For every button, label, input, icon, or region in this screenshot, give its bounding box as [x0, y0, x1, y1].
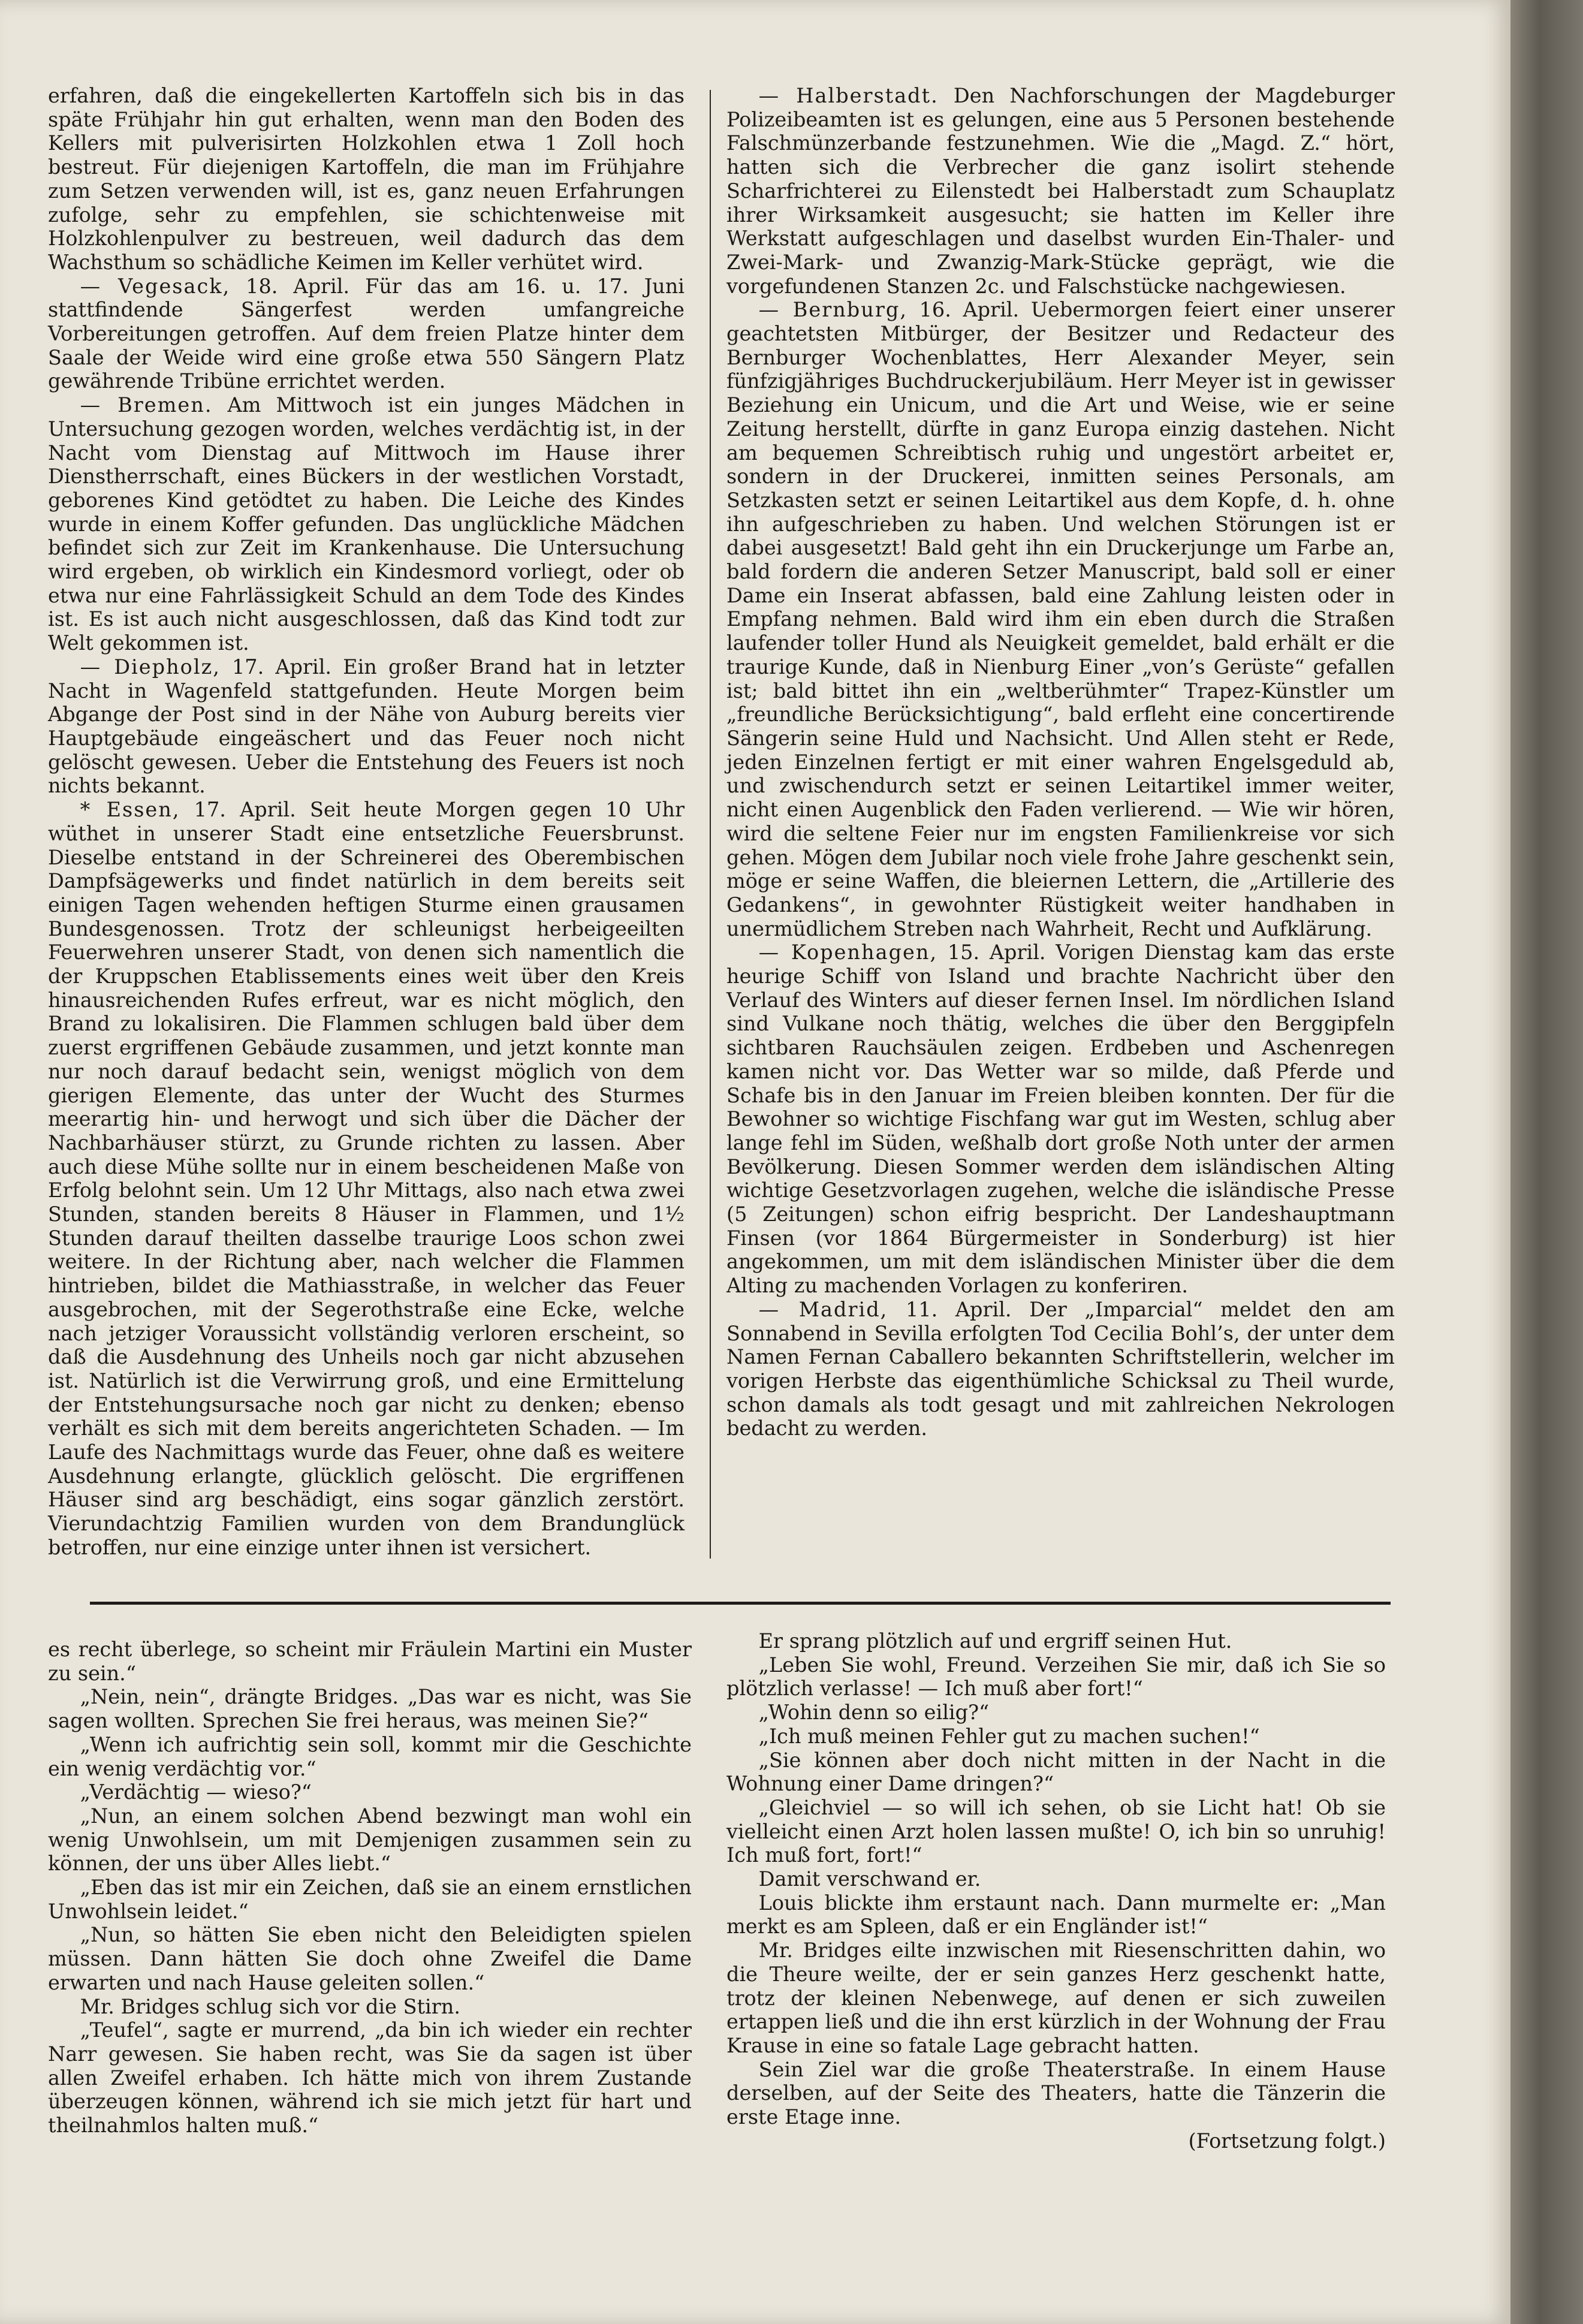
serial-column-right — [726, 1629, 1386, 2153]
feuilleton-divider — [90, 1602, 1391, 1605]
news-dateline: — Vegesack, — [80, 274, 231, 298]
serial-paragraph: „Sie können aber doch nicht mitten in der Nacht in die Wohnung einer Dame dringen?“ — [726, 1748, 1386, 1796]
news-dateline: * Essen, — [80, 798, 180, 822]
news-text: 18. April. Für das am 16. u. 17. Juni stattfindende Sängerfest werden umfangreiche Vorbereitungen getroffen. Auf dem freien Platze hinter dem Saale der Weide wird eine große etwa 550 Sängern Platz gewährende Tribüne errichtet werden. — [48, 274, 685, 393]
serial-paragraph: Sein Ziel war die große Theaterstraße. In einem Hause derselben, auf der Seite des Theaters, hatte die Tänzerin die erste Etage inne. — [726, 2057, 1386, 2129]
serial-paragraph: „Gleichviel — so will ich sehen, ob sie Licht hat! Ob sie vielleicht einen Arzt holen lassen mußte! O, ich bin so unruhig! Ich muß fort, fort!“ — [726, 1795, 1386, 1867]
serial-paragraph: Mr. Bridges eilte inzwischen mit Riesenschritten dahin, wo die Theure weilte, der er sein ganzes Herz geschenkt hatte, trotz der kleinen Nebenwege, auf denen er sich zuweilen ertappen ließ und die ihn erst kürzlich in der Wohnung der Frau Krause in eine so fatale Lage gebracht hatten. — [726, 1939, 1386, 2057]
serial-paragraph: „Teufel“, sagte er murrend, „da bin ich wieder ein rechter Narr gewesen. Sie haben recht, was Sie da sagen ist über allen Zweifel erhaben. Ich hätte mich von ihrem Zustande überzeugen können, während ich sie mich jetzt für hart und theilnahmlos halten muß.“ — [48, 2018, 692, 2138]
news-item — [48, 393, 685, 655]
news-item — [48, 275, 685, 394]
news-text: 11. April. Der „Imparcial“ meldet den am Sonnabend in Sevilla erfolgten Tod Cecilia Bohl’s, der unter dem Namen Fernan Caballero bekannten Schriftstellerin, welcher im vorigen Herbste das eigenthümliche Schicksal zu Theil wurde, schon damals als todt gesagt und mit zahlreichen Nekrologen bedacht zu werden. — [726, 1297, 1395, 1440]
column-divider — [710, 90, 711, 1559]
news-item — [726, 1298, 1395, 1440]
serial-column-left — [48, 1638, 692, 2138]
news-column-left — [48, 84, 685, 1560]
news-item — [48, 798, 685, 1560]
news-dateline: — Bernburg, — [758, 298, 907, 322]
news-text: Den Nachforschungen der Magdeburger Polizeibeamten ist es gelungen, eine aus 5 Personen bestehende Falschmünzerbande festzunehmen. Wie die „Magd. Z.“ hört, hatten sich die Verbrecher die ganz isolirt stehende Scharfrichterei zu Eilenstedt bei Halberstadt zum Schauplatz ihrer Wirksamkeit ausgesucht; sie hatten im Keller ihre Werkstatt aufgeschlagen und daselbst wurden Ein-Thaler- und Zwei-Mark- und Zwanzig-Mark-Stücke geprägt, wie die vorgefundenen Stanzen 2c. und Falschstücke nachgewiesen. — [726, 84, 1395, 298]
serial-paragraph: „Nun, so hätten Sie eben nicht den Beleidigten spielen müssen. Dann hätten Sie doch ohne Zweifel die Dame erwarten und nach Hause geleiten sollen.“ — [48, 1923, 692, 1994]
news-text: 17. April. Seit heute Morgen gegen 10 Uhr wüthet in unserer Stadt eine entsetzliche Feuersbrunst. Dieselbe entstand in der Schreinerei des Oberembischen Dampfsägewerks und findet natürlich in dem bereits seit einigen Tagen wehenden heftigen Sturme einen grausamen Bundesgenossen. Trotz der schleunigst herbeigeeilten Feuerwehren unserer Stadt, von denen sich namentlich die der Kruppschen Etablissements eines weit über den Kreis hinausreichenden Rufes erfreut, war es nicht möglich, den Brand zu lokalisiren. Die Flammen schlugen bald über dem zuerst ergriffenen Gebäude zusammen, und jetzt konnte man nur noch darauf bedacht sein, wenigst möglich von dem gierigen Elemente, das unter der Wucht des Sturmes meerartig hin- und herwogt und sich über die Dächer der Nachbarhäuser stürzt, zu Grunde richten zu lassen. Aber auch diese Mühe sollte nur in einem bescheidenen Maße von Erfolg belohnt sein. Um 12 Uhr Mittags, also nach etwa zwei Stunden, standen bereits 8 Häuser in Flammen, und 1½ Stunden darauf theilten dasselbe traurige Loos schon zwei weitere. In der Richtung aber, nach welcher die Flammen hintrieben, bildet die Mathiasstraße, in welcher das Feuer ausgebrochen, mit der Segerothstraße eine Ecke, welche nach jetziger Voraussicht vollständig verloren erscheint, so daß die Ausdehnung des Unheils noch gar nicht abzusehen ist. Natürlich ist die Verwirrung groß, und eine Ermittelung der Entstehungsursache noch gar nicht zu denken; ebenso verhält es sich mit dem bereits angerichteten Schaden. — Im Laufe des Nachmittags wurde das Feuer, ohne daß es weitere Ausdehnung erlangte, glücklich gelöscht. Die ergriffenen Häuser sind arg beschädigt, eins sogar gänzlich zerstört. Vierundachtzig Familien wurden von dem Brandunglück betroffen, nur eine einzige unter ihnen ist versichert. — [48, 798, 685, 1559]
news-dateline: — Diepholz, — [80, 655, 221, 679]
serial-paragraph: „Leben Sie wohl, Freund. Verzeihen Sie mir, daß ich Sie so plötzlich verlasse! — Ich muß aber fort!“ — [726, 1653, 1386, 1701]
news-item — [48, 84, 685, 275]
news-item — [726, 84, 1395, 298]
news-dateline: — Bremen. — [80, 393, 213, 417]
news-text: 17. April. Ein großer Brand hat in letzter Nacht in Wagenfeld stattgefunden. Heute Morgen beim Abgange der Post sind in der Nähe von Auburg bereits vier Hauptgebäude eingeäschert und das Feuer noch nicht gelöscht gewesen. Ueber die Entstehung des Feuers ist noch nichts bekannt. — [48, 655, 685, 798]
news-item — [48, 655, 685, 798]
serial-paragraph: Louis blickte ihm erstaunt nach. Dann murmelte er: „Man merkt es am Spleen, daß er ein Engländer ist!“ — [726, 1891, 1386, 1939]
serial-paragraph: es recht überlege, so scheint mir Fräulein Martini ein Muster zu sein.“ — [48, 1638, 692, 1685]
news-text: Am Mittwoch ist ein junges Mädchen in Untersuchung gezogen worden, welches verdächtig ist, in der Nacht vom Dienstag auf Mittwoch im Hause ihrer Dienstherrschaft, eines Bückers in der westlichen Vorstadt, geborenes Kind getödtet zu haben. Die Leiche des Kindes wurde in einem Koffer gefunden. Das unglückliche Mädchen befindet sich zur Zeit im Krankenhause. Die Untersuchung wird ergeben, ob wirklich ein Kindesmord vorliegt, oder ob etwa nur eine Fahrlässigkeit Schuld an dem Tode des Kindes ist. Es ist auch nicht ausgeschlossen, daß das Kind todt zur Welt gekommen ist. — [48, 393, 685, 655]
book-binding — [1510, 0, 1583, 2324]
news-text: 15. April. Vorigen Dienstag kam das erste heurige Schiff von Island und brachte Nachricht über den Verlauf des Winters auf dieser fernen Insel. Im nördlichen Island sind Vulkane noch thätig, welches die über den Berggipfeln sichtbaren Rauchsäulen zeigen. Erdbeben und Aschenregen kamen nicht vor. Das Wetter war so milde, daß Pferde und Schafe bis in den Januar im Freien bleiben konnten. Der für die Bewohner so wichtige Fischfang war gut im Westen, schlug aber lange fehl im Süden, weßhalb dort große Noth unter der armen Bevölkerung. Diesen Sommer werden dem isländischen Alting wichtige Gesetzvorlagen zugehen, welche die isländische Presse (5 Zeitungen) schon eifrig bespricht. Der Landeshauptmann Finsen (vor 1864 Bürgermeister in Sonderburg) ist hier angekommen, um mit dem isländischen Minister über die dem Alting zu machenden Vorlagen zu konferiren. — [726, 941, 1395, 1298]
serial-paragraph: „Eben das ist mir ein Zeichen, daß sie an einem ernstlichen Unwohlsein leidet.“ — [48, 1876, 692, 1923]
news-item — [726, 941, 1395, 1298]
news-text: 16. April. Uebermorgen feiert einer unserer geachtetsten Mitbürger, der Besitzer und Redacteur des Bernburger Wochenblattes, Herr Alexander Meyer, sein fünfzigjähriges Buchdruckerjubiläum. Herr Meyer ist in gewisser Beziehung ein Unicum, und die Art und Weise, wie er seine Zeitung herstellt, dürfte in ganz Europa einzig dastehen. Nicht am bequemen Schreibtisch ruhig und ungestört arbeitet er, sondern in der Druckerei, inmitten seines Personals, am Setzkasten setzt er seinen Leitartikel aus dem Kopfe, d. h. ohne ihn aufgeschrieben zu haben. Und welchen Störungen ist er dabei ausgesetzt! Bald geht ihn ein Druckerjunge um Farbe an, bald fordern die anderen Setzer Manuscript, bald soll er einer Dame ein Inserat abfassen, bald eine Zahlung leisten oder in Empfang nehmen. Bald wird ihm ein eben durch die Straßen laufender toller Hund als Neuigkeit gemeldet, bald erhält er die traurige Kunde, daß in Nienburg Einer „von’s Gerüste“ gefallen ist; bald bittet ihn ein „weltberühmter“ Trapez-Künstler um „freundliche Berücksichtigung“, bald erfleht eine concertirende Sängerin seine Huld und Nachsicht. Und Allen steht er Rede, jeden Einzelnen fertigt er mit einer wahren Engelsgeduld ab, und zwischendurch setzt er seinen Leitartikel immer weiter, nicht einen Augenblick den Faden verlierend. — Wie wir hören, wird die seltene Feier nur im engsten Familienkreise vor sich gehen. Mögen dem Jubilar noch viele frohe Jahre geschenkt sein, möge er seine Waffen, die bleiernen Lettern, die „Artillerie des Gedankens“, in gewohnter Rüstigkeit weiter handhaben in unermüdlichem Streben nach Wahrheit, Recht und Aufklärung. — [726, 298, 1395, 941]
news-column-right — [726, 84, 1395, 1440]
serial-paragraph: „Wenn ich aufrichtig sein soll, kommt mir die Geschichte ein wenig verdächtig vor.“ — [48, 1732, 692, 1780]
serial-paragraph: „Ich muß meinen Fehler gut zu machen suchen!“ — [758, 1724, 1260, 1748]
news-dateline: — Halberstadt. — [758, 84, 939, 107]
continuation-note: (Fortsetzung folgt.) — [1188, 2129, 1386, 2153]
serial-paragraph: „Nun, an einem solchen Abend bezwingt man wohl ein wenig Unwohlsein, um mit Demjenigen zusammen sein zu können, der uns über Alles liebt.“ — [48, 1804, 692, 1876]
news-dateline: — Kopenhagen, — [758, 941, 938, 964]
serial-paragraph: Mr. Bridges schlug sich vor die Stirn. — [80, 1994, 460, 2018]
news-item — [726, 298, 1395, 941]
serial-paragraph: Er sprang plötzlich auf und ergriff seinen Hut. — [758, 1629, 1232, 1653]
serial-paragraph: Damit verschwand er. — [758, 1867, 981, 1891]
serial-paragraph: „Nein, nein“, drängte Bridges. „Das war es nicht, was Sie sagen wollten. Sprechen Sie frei heraus, was meinen Sie?“ — [48, 1685, 692, 1733]
news-dateline: — Madrid, — [758, 1297, 888, 1321]
serial-paragraph: „Verdächtig — wieso?“ — [80, 1780, 312, 1804]
news-text: erfahren, daß die eingekellerten Kartoffeln sich bis in das späte Frühjahr hin gut erhalten, wenn man den Boden des Kellers mit pulverisirten Holzkohlen etwa 1 Zoll hoch bestreut. Für diejenigen Kartoffeln, die man im Frühjahre zum Setzen verwenden will, ist es, ganz neuen Erfahrungen zufolge, sehr zu empfehlen, sie schichtenweise mit Holzkohlenpulver zu bestreuen, weil dadurch das dem Wachsthum so schädliche Keimen im Keller verhütet wird. — [48, 84, 685, 274]
serial-paragraph: „Wohin denn so eilig?“ — [758, 1701, 990, 1725]
